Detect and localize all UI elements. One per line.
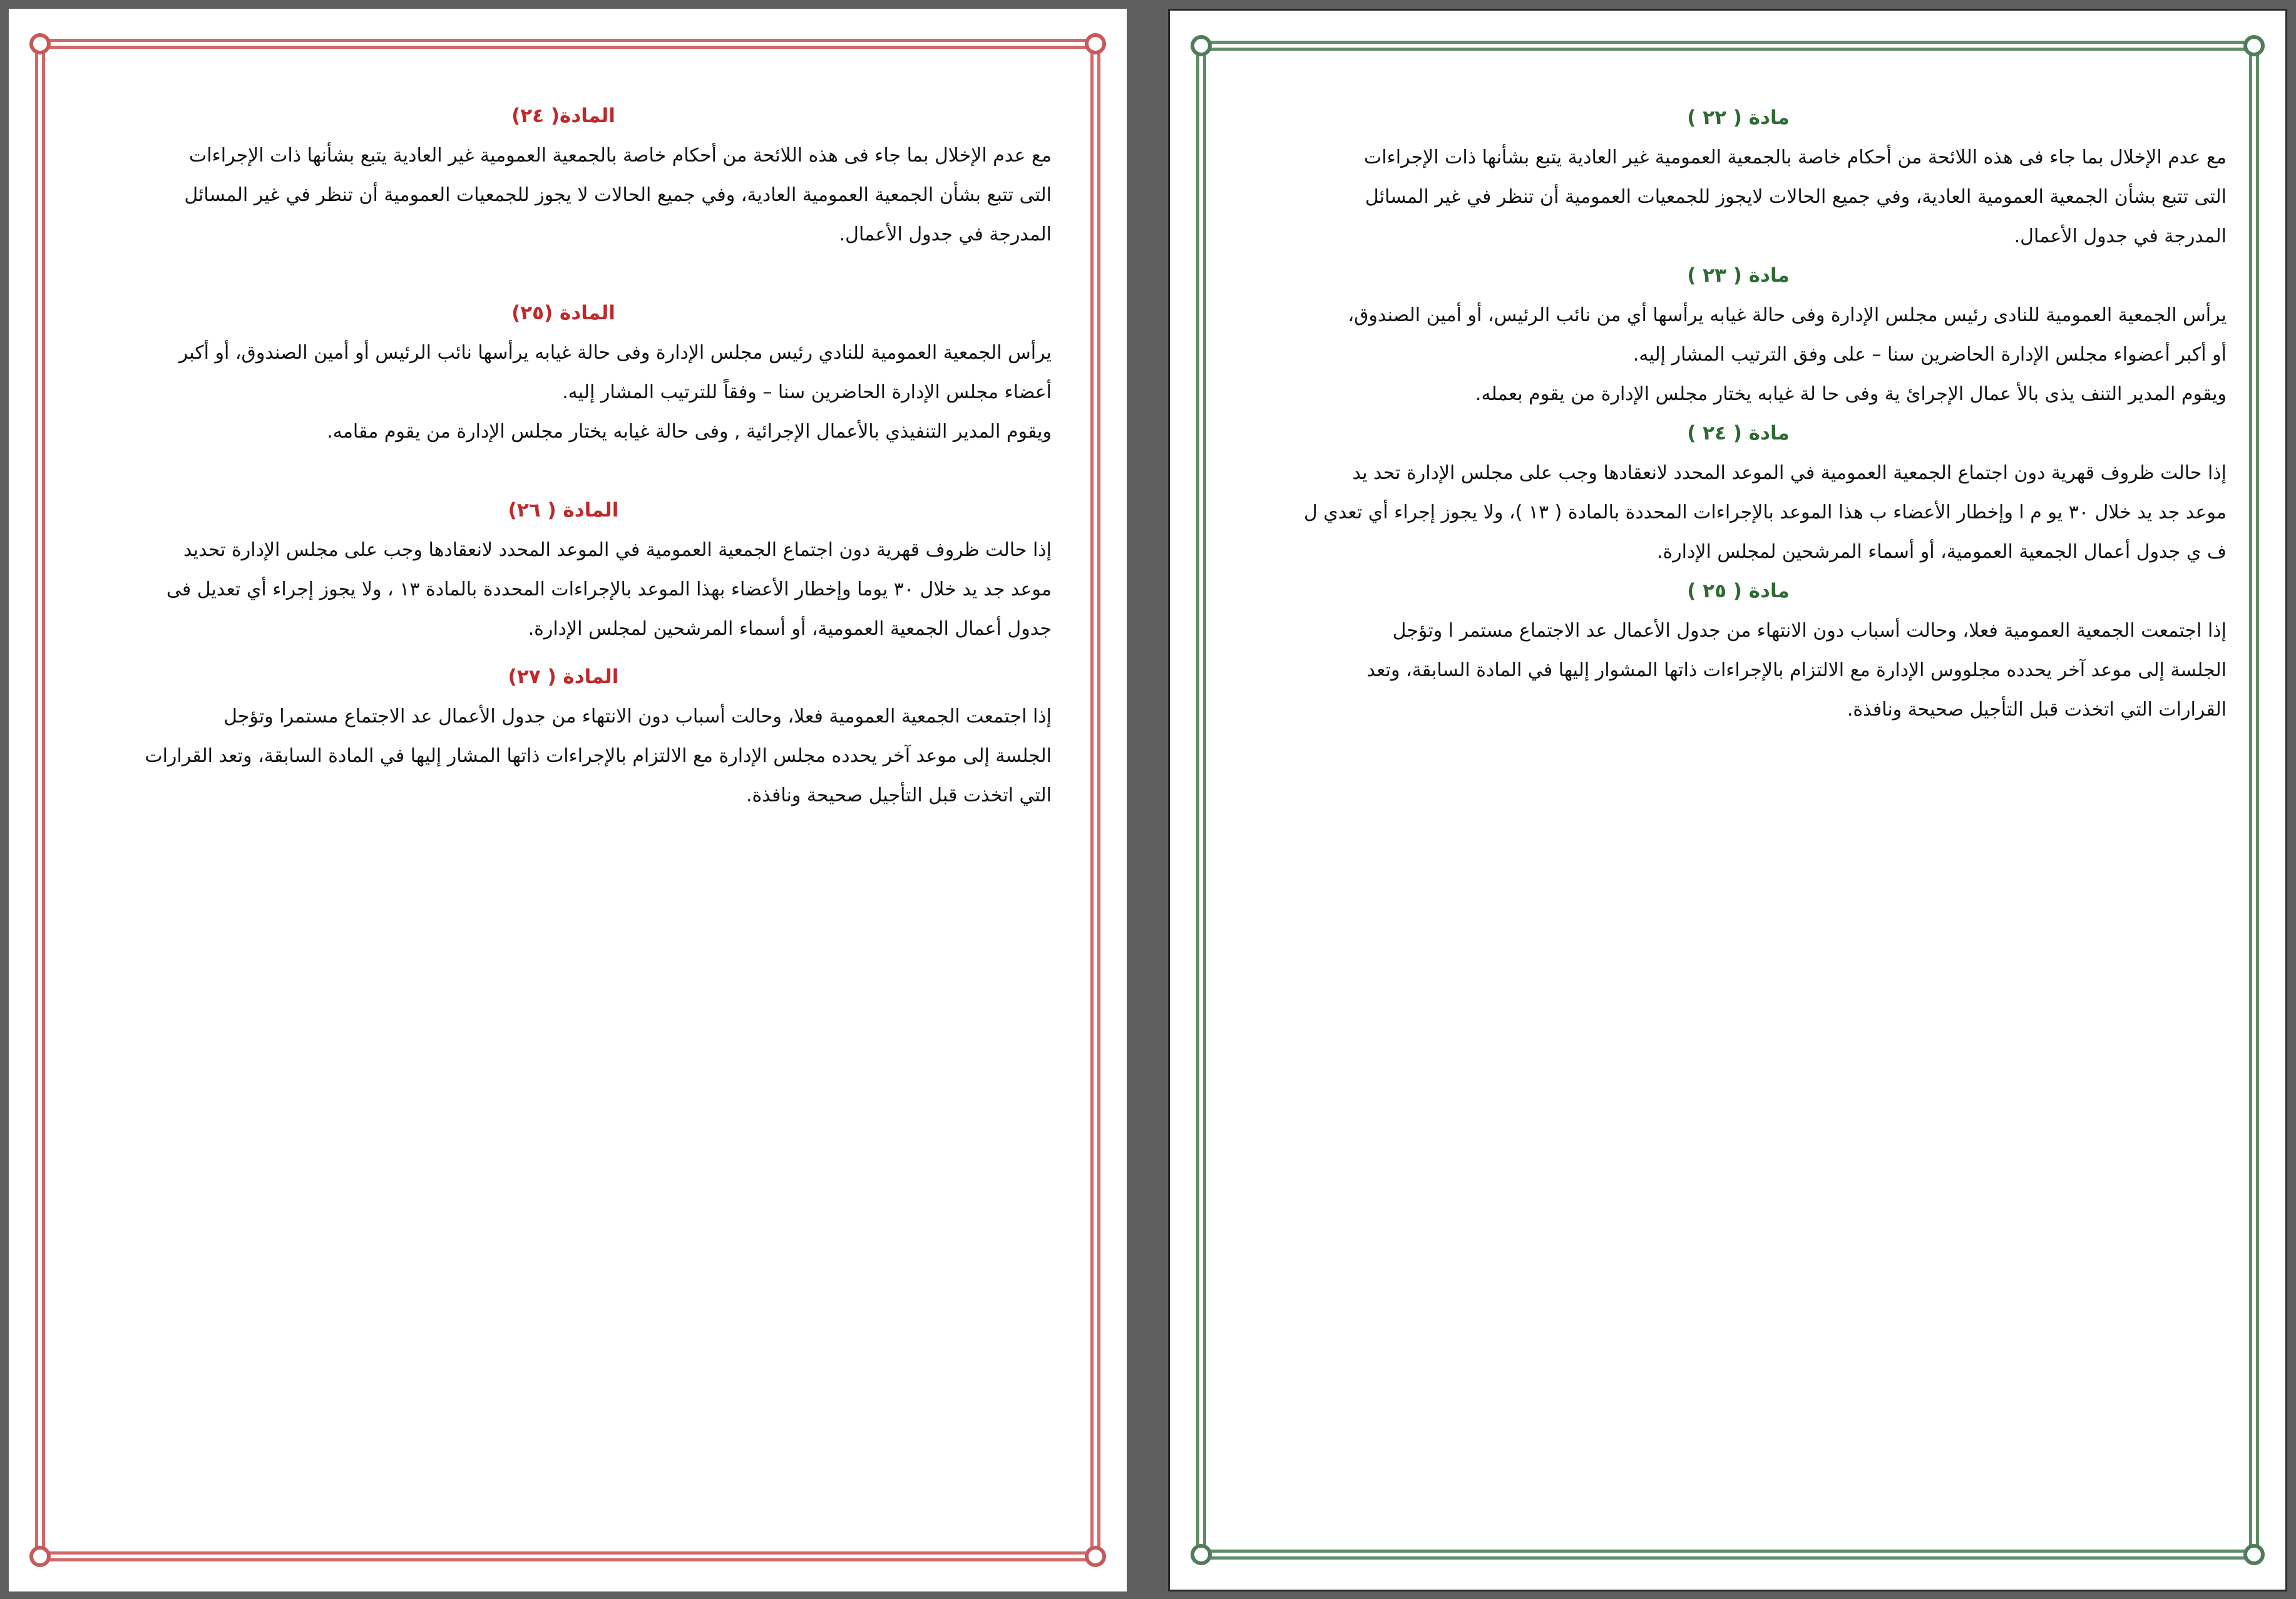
article-heading: مادة ( ٢٢ ) bbox=[1687, 106, 1790, 129]
document-page-left bbox=[9, 9, 1127, 1591]
article-line: المدرجة في جدول الأعمال. bbox=[2014, 225, 2227, 247]
page-content-right bbox=[1250, 98, 2227, 729]
document-page-right bbox=[1168, 9, 2287, 1591]
article-line: موعد جد يد خلال ٣٠ يوما وإخطار الأعضاء بهذا الموعد بالإجراءات المحددة بالمادة ١٣ ، ولا يجوز إجراء أي تعديل فى bbox=[166, 578, 1052, 600]
article-22-right bbox=[1250, 98, 2227, 256]
article-26-left bbox=[75, 491, 1052, 649]
corner-ornament-icon bbox=[2243, 1544, 2265, 1565]
article-line: التي اتخذت قبل التأجيل صحيحة ونافذة. bbox=[746, 784, 1052, 806]
article-23-right bbox=[1250, 256, 2227, 414]
article-25-left bbox=[75, 294, 1052, 451]
corner-ornament-icon bbox=[1085, 33, 1106, 54]
corner-ornament-icon bbox=[1085, 1546, 1106, 1567]
article-line: إذا حالت ظروف قهرية دون اجتماع الجمعية العمومية في الموعد المحدد لانعقادها وجب على مجلس الإدارة تحديد bbox=[183, 539, 1052, 561]
article-line: الجلسة إلى موعد آخر يحدده مجلووس الإدارة مع الالتزام بالإجراءات ذاتها المشوار إليها في المادة السابقة، وتعد bbox=[1366, 659, 2227, 681]
corner-ornament-icon bbox=[1191, 1544, 1212, 1565]
article-line: جدول أعمال الجمعية العمومية، أو أسماء المرشحين لمجلس الإدارة. bbox=[528, 618, 1052, 640]
corner-ornament-icon bbox=[1191, 35, 1212, 56]
article-heading: مادة ( ٢٤ ) bbox=[1687, 422, 1790, 445]
article-24-right bbox=[1250, 414, 2227, 572]
article-heading: المادة ( ٢٦) bbox=[508, 499, 619, 522]
corner-ornament-icon bbox=[29, 33, 51, 54]
article-line: مع عدم الإخلال بما جاء فى هذه اللائحة من أحكام خاصة بالجمعية العمومية غير العادية يتبع بشأنها ذات الإجراءات bbox=[1364, 147, 2227, 168]
article-line: مع عدم الإخلال بما جاء فى هذه اللائحة من أحكام خاصة بالجمعية العمومية غير العادية يتبع بشأنها ذات الإجراءات bbox=[189, 145, 1052, 167]
article-line: يرأس الجمعية العمومية للنادي رئيس مجلس الإدارة وفى حالة غيابه يرأسها نائب الرئيس أو أمين الصندوق، أو أكبر bbox=[178, 342, 1052, 364]
page-content-left bbox=[75, 96, 1052, 855]
article-line: القرارات التي اتخذت قبل التأجيل صحيحة ونافذة. bbox=[1847, 699, 2227, 721]
article-24-left bbox=[75, 96, 1052, 254]
article-line: إذا حالت ظروف قهرية دون اجتماع الجمعية العمومية في الموعد المحدد لانعقادها وجب على مجلس الإدارة تحد يد bbox=[1352, 462, 2227, 484]
article-line: ف ي جدول أعمال الجمعية العمومية، أو أسماء المرشحين لمجلس الإدارة. bbox=[1656, 541, 2227, 563]
article-heading: مادة ( ٢٣ ) bbox=[1687, 264, 1790, 287]
article-heading: المادة (٢٥) bbox=[511, 302, 615, 324]
corner-ornament-icon bbox=[29, 1546, 51, 1567]
corner-ornament-icon bbox=[2243, 35, 2265, 56]
article-line: إذا اجتمعت الجمعية العمومية فعلا، وحالت أسباب دون الانتهاء من جدول الأعمال عد الاجتماع مستمرا وتؤجل bbox=[223, 706, 1052, 728]
article-line: إذا اجتمعت الجمعية العمومية فعلا، وحالت أسباب دون الانتهاء من جدول الأعمال عد الاجتماع مستمر ا وتؤجل bbox=[1392, 620, 2227, 642]
article-line: الجلسة إلى موعد آخر يحدده مجلس الإدارة مع الالتزام بالإجراءات ذاتها المشار إليها في المادة السابقة، وتعد القرارات bbox=[145, 745, 1052, 767]
article-line: يرأس الجمعية العمومية للنادى رئيس مجلس الإدارة وفى حالة غيابه يرأسها أي من نائب الرئيس، أو أمين الصندوق، bbox=[1348, 304, 2227, 326]
article-line: ويقوم المدير التنفيذي بالأعمال الإجرائية , وفى حالة غيابه يختار مجلس الإدارة من يقوم مقامه. bbox=[327, 421, 1052, 443]
article-line: أو أكبر أعضواء مجلس الإدارة الحاضرين سنا – على وفق الترتيب المشار إليه. bbox=[1632, 344, 2227, 366]
article-heading: المادة( ٢٤) bbox=[511, 105, 615, 127]
article-heading: المادة ( ٢٧) bbox=[508, 666, 619, 688]
article-line: التى تتبع بشأن الجمعية العمومية العادية، وفي جميع الحالات لايجوز للجمعيات العمومية أن تنظر في غير المسائل bbox=[1365, 186, 2227, 208]
article-line: أعضاء مجلس الإدارة الحاضرين سنا – وفقاً للترتيب المشار إليه. bbox=[562, 381, 1052, 403]
article-heading: مادة ( ٢٥ ) bbox=[1687, 580, 1790, 602]
article-25-right bbox=[1250, 572, 2227, 729]
article-27-left bbox=[75, 657, 1052, 815]
article-line: موعد جد يد خلال ٣٠ يو م ا وإخطار الأعضاء ب هذا الموعد بالإجراءات المحددة بالمادة ( ١٣ )، ولا يجوز إجراء أي تعدي ل bbox=[1303, 501, 2227, 523]
article-line: ويقوم المدير التنف يذى بالأ عمال الإجرائ ية وفى حا لة غيابه يختار مجلس الإدارة من يقوم بعمله. bbox=[1475, 383, 2227, 405]
article-line: التى تتبع بشأن الجمعية العمومية العادية، وفي جميع الحالات لا يجوز للجمعيات العمومية أن تنظر في غير المسائل bbox=[184, 184, 1052, 206]
article-line: المدرجة في جدول الأعمال. bbox=[839, 224, 1052, 245]
